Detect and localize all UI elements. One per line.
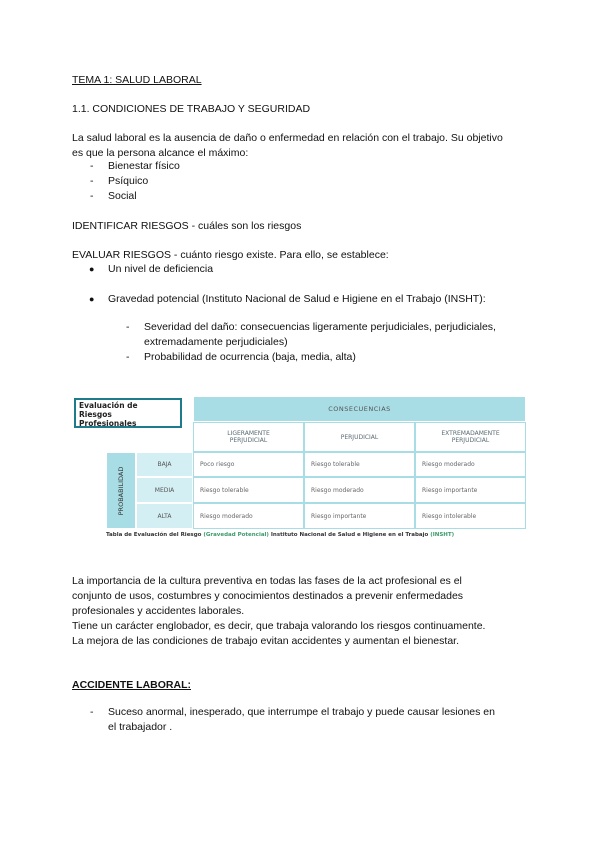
risk-cell: Riesgo importante: [415, 477, 526, 503]
bullet-icon: ●: [89, 264, 95, 274]
probability-label: PROBABILIDAD: [117, 466, 125, 515]
column-header-line: PERJUDICIAL: [451, 437, 490, 444]
column-header-line: PERJUDICIAL: [340, 433, 379, 441]
culture-text: conjunto de usos, costumbres y conocimientos destinados a prevenir enfermedades: [72, 590, 464, 602]
row-header: BAJA: [136, 452, 193, 477]
culture-text: profesionales y accidentes laborales.: [72, 605, 245, 617]
column-header-line: EXTREMADAMENTE: [441, 430, 500, 437]
list-item: Bienestar físico: [108, 160, 180, 172]
list-item: Probabilidad de ocurrencia (baja, media, alta): [144, 351, 356, 363]
doc-title: TEMA 1: SALUD LABORAL: [72, 74, 202, 86]
column-header-line: PERJUDICIAL: [229, 437, 268, 444]
list-item: Severidad del daño: consecuencias ligeramente perjudiciales, perjudiciales,: [144, 321, 496, 333]
caption-highlight: (Gravedad Potencial): [203, 532, 269, 538]
list-item: Gravedad potencial (Instituto Nacional de Salud e Higiene en el Trabajo (INSHT):: [108, 293, 486, 305]
risk-title-line: Riesgos: [79, 410, 112, 419]
list-dash: -: [126, 321, 130, 333]
intro-text: La salud laboral es la ausencia de daño o enfermedad en relación con el trabajo. Su objetivo: [72, 132, 503, 144]
caption-part: Instituto Nacional de Salud e Higiene en el Trabajo: [268, 532, 431, 538]
list-item: el trabajador .: [108, 721, 173, 733]
probability-header: [106, 452, 136, 529]
column-header: [304, 422, 415, 452]
risk-cell: Riesgo tolerable: [304, 452, 415, 477]
risk-evaluation-table: [72, 396, 526, 542]
row-header: ALTA: [136, 503, 193, 529]
column-header-line: LIGERAMENTE: [227, 430, 270, 437]
risk-cell: Poco riesgo: [193, 452, 304, 477]
culture-text: Tiene un carácter englobador, es decir, que trabaja valorando los riesgos continuamente.: [72, 620, 486, 632]
caption-part: Tabla de Evaluación del Riesgo: [106, 532, 204, 538]
risk-table-caption: [106, 532, 454, 538]
accident-heading: ACCIDENTE LABORAL:: [72, 679, 191, 691]
list-dash: -: [126, 351, 130, 363]
list-item: Un nivel de deficiencia: [108, 263, 214, 275]
row-header: MEDIA: [136, 477, 193, 503]
list-item: extremadamente perjudiciales): [144, 336, 288, 348]
column-header: [193, 422, 304, 452]
list-dash: -: [90, 160, 94, 172]
section-heading: 1.1. CONDICIONES DE TRABAJO Y SEGURIDAD: [72, 103, 311, 115]
culture-text: La mejora de las condiciones de trabajo evitan accidentes y aumentan el bienestar.: [72, 635, 459, 647]
risk-cell: Riesgo tolerable: [193, 477, 304, 503]
list-item: Psíquico: [108, 175, 149, 187]
culture-text: La importancia de la cultura preventiva en todas las fases de la act profesional es el: [72, 575, 462, 587]
list-dash: -: [90, 190, 94, 202]
list-dash: -: [90, 706, 94, 718]
column-header: [415, 422, 526, 452]
list-dash: -: [90, 175, 94, 187]
risk-title-line: Evaluación de: [79, 401, 138, 410]
consequences-header: CONSECUENCIAS: [193, 396, 526, 422]
risk-cell: Riesgo intolerable: [415, 503, 526, 529]
bullet-icon: ●: [89, 294, 95, 304]
caption-highlight: (INSHT): [430, 532, 455, 538]
risk-cell: Riesgo moderado: [415, 452, 526, 477]
risk-table-title: [74, 398, 182, 428]
list-item: Suceso anormal, inesperado, que interrumpe el trabajo y puede causar lesiones en: [108, 706, 495, 718]
risk-cell: Riesgo importante: [304, 503, 415, 529]
evaluate-risks: EVALUAR RIESGOS - cuánto riesgo existe. Para ello, se establece:: [72, 249, 389, 261]
risk-cell: Riesgo moderado: [304, 477, 415, 503]
risk-cell: Riesgo moderado: [193, 503, 304, 529]
list-item: Social: [108, 190, 137, 202]
risk-title-line: Profesionales: [79, 419, 137, 428]
identify-risks: IDENTIFICAR RIESGOS - cuáles son los riesgos: [72, 220, 302, 232]
intro-text: es que la persona alcance el máximo:: [72, 147, 249, 159]
